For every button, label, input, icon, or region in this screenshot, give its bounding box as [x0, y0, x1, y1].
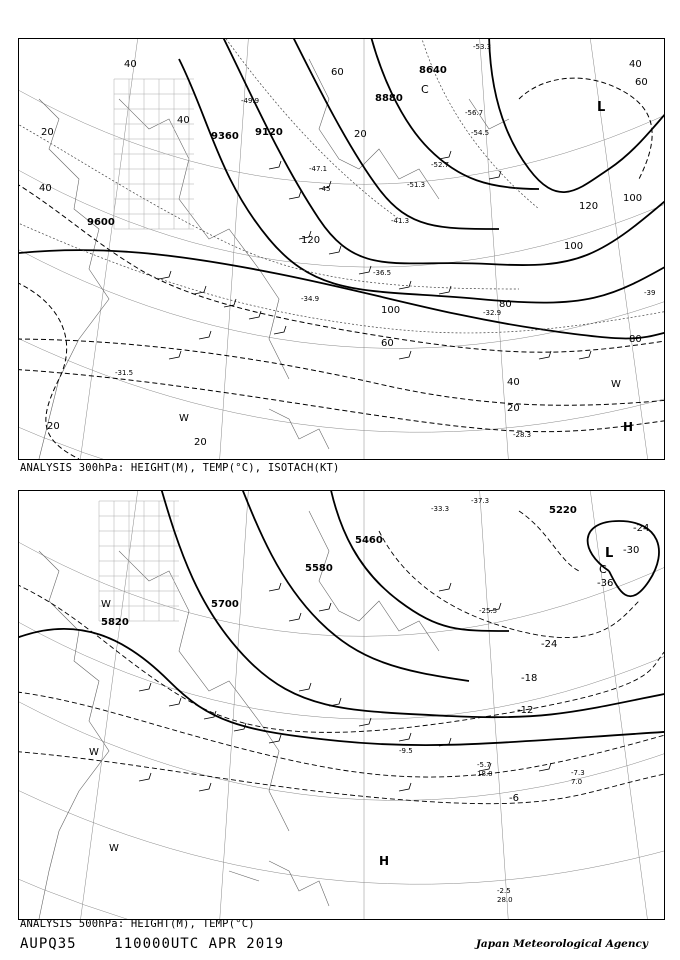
isotach-label: 60 [331, 67, 344, 78]
isotach-label: 20 [354, 129, 367, 140]
station-temperature: -5.7 [477, 761, 491, 769]
isotherm-label: -24 [541, 639, 558, 650]
temperature-label: -36.5 [373, 269, 392, 277]
temperature-isotherms [19, 511, 664, 804]
temperature-label: -39 [644, 289, 656, 297]
warm-center-marker: W [101, 599, 111, 610]
station-temperature: -33.3 [431, 505, 450, 513]
temperature-label: -52.7 [431, 161, 450, 169]
temperature-label: -32.9 [483, 309, 502, 317]
isotherm-label: -12 [517, 705, 534, 716]
height-label: 8640 [419, 65, 447, 76]
warm-center-marker: W [89, 747, 99, 758]
height-label: 5700 [211, 599, 239, 610]
isotherm-label: -18 [521, 673, 538, 684]
isotach-label: 120 [301, 235, 321, 246]
warm-center-marker: W [179, 413, 189, 424]
height-contours [19, 39, 664, 338]
warm-center-marker: W [611, 379, 621, 390]
bulletin-code: AUPQ35 [20, 936, 77, 952]
isotach-label: 40 [507, 377, 520, 388]
chart-caption-300hpa: ANALYSIS 300hPa: HEIGHT(M), TEMP(°C), ISOTACH(KT) [20, 462, 340, 474]
graticule [19, 491, 664, 919]
isotach-label: 60 [635, 77, 648, 88]
isotach-label: 100 [381, 305, 401, 316]
isotach-label: 40 [124, 59, 137, 70]
isotherm-label: -36 [597, 578, 614, 589]
height-label: 8880 [375, 93, 403, 104]
station-temperature: -9.5 [399, 747, 413, 755]
temperature-label: -53.3 [473, 43, 492, 51]
mask-hatch [99, 501, 179, 621]
map-300hpa [19, 39, 664, 459]
isotach-label: 80 [499, 299, 512, 310]
isotach-label: 20 [507, 403, 520, 414]
station-dewpoint: 7.0 [571, 778, 583, 786]
low-pressure-marker: L [605, 546, 614, 561]
temperature-label: -54.5 [471, 129, 490, 137]
isotach-label: 20 [47, 421, 60, 432]
isotach-label: 100 [623, 193, 643, 204]
temperature-label: -28.3 [513, 431, 532, 439]
station-temperature: -7.3 [571, 769, 585, 777]
analysis-timestamp: 110000UTC APR 2019 [114, 936, 285, 952]
high-pressure-marker: H [379, 854, 390, 868]
temperature-label: -45 [319, 185, 331, 193]
isotach-label: 80 [629, 334, 642, 345]
height-label: 9360 [211, 131, 239, 142]
chart-identifier [20, 936, 284, 952]
mask-hatch [114, 79, 194, 229]
temperature-label: -56.7 [465, 109, 484, 117]
isotherm-label: -6 [509, 793, 519, 804]
station-dewpoint: 28.0 [497, 896, 513, 904]
isotach-label: 20 [41, 127, 54, 138]
height-label: 5820 [101, 617, 129, 628]
station-temperature: -25.5 [479, 607, 498, 615]
station-temperature: -2.5 [497, 887, 511, 895]
height-label: 5220 [549, 505, 577, 516]
height-label: 9600 [87, 217, 115, 228]
coastlines [39, 59, 509, 459]
isotach-label: 100 [564, 241, 584, 252]
map-panel-500hpa [18, 490, 665, 920]
temperature-isotherms [19, 39, 664, 333]
station-temperature: -37.3 [471, 497, 490, 505]
agency-name: Japan Meteorological Agency [475, 938, 648, 950]
low-pressure-marker: L [597, 100, 606, 115]
isotach-label: 60 [381, 338, 394, 349]
height-label: 5580 [305, 563, 333, 574]
temperature-label: -34.9 [301, 295, 320, 303]
isotherm-label: -30 [623, 545, 640, 556]
station-dewpoint: 18.0 [477, 770, 493, 778]
temperature-label: -41.3 [391, 217, 410, 225]
height-label: 5460 [355, 535, 383, 546]
map-panel-300hpa [18, 38, 665, 460]
isotherm-label: -24 [633, 523, 650, 534]
temperature-label: -49.9 [241, 97, 260, 105]
temperature-label: -47.1 [309, 165, 328, 173]
high-pressure-marker: H [623, 420, 634, 434]
cold-center-marker: C [421, 83, 429, 96]
warm-center-marker: W [109, 843, 119, 854]
isotach-label: 120 [579, 201, 599, 212]
temperature-label: -31.5 [115, 369, 134, 377]
isotach-label: 40 [177, 115, 190, 126]
temperature-label: -51.3 [407, 181, 426, 189]
isotach-contours [19, 78, 664, 459]
isotach-label: 40 [39, 183, 52, 194]
cold-center-marker: C [599, 563, 607, 576]
isotach-label: 40 [629, 59, 642, 70]
isotach-label: 20 [194, 437, 207, 448]
height-label: 9120 [255, 127, 283, 138]
map-500hpa [19, 491, 664, 919]
chart-caption-500hpa: ANALYSIS 500hPa: HEIGHT(M), TEMP(°C) [20, 918, 255, 930]
